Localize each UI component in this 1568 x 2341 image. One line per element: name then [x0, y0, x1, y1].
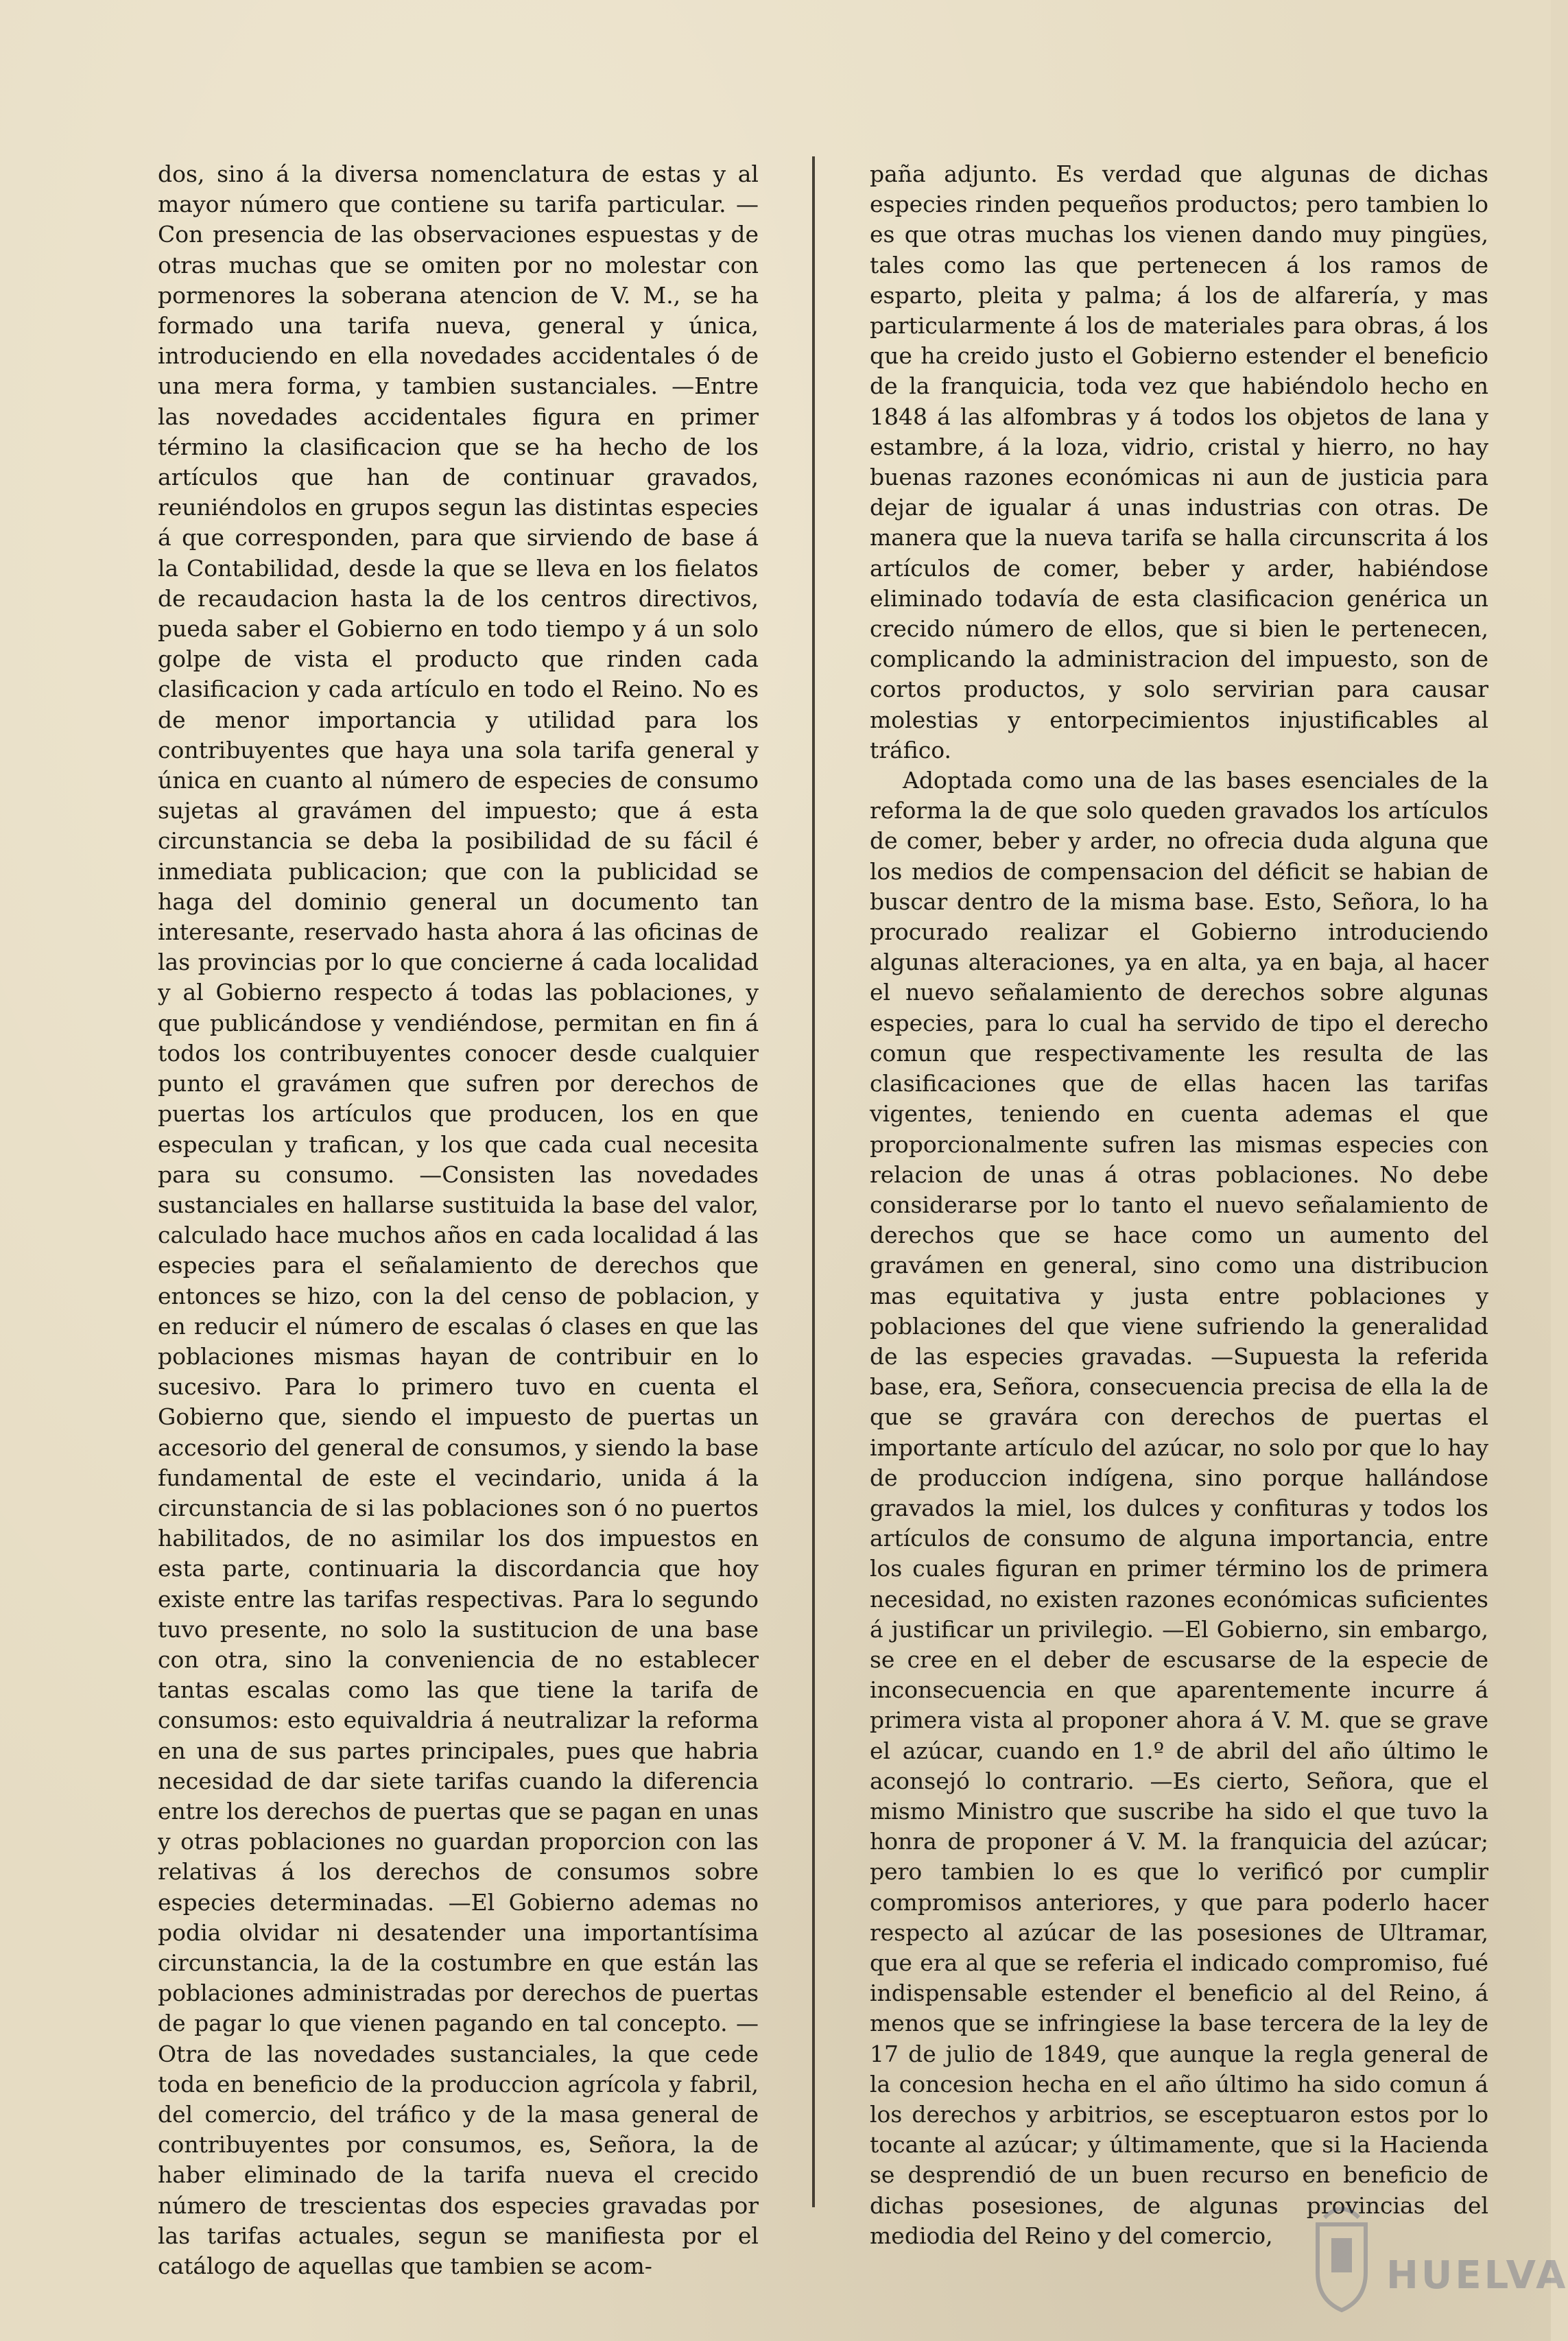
coat-of-arms-icon: [1304, 2197, 1379, 2314]
column-divider-rule: [812, 156, 815, 2207]
watermark-text: HUELVA: [1386, 2253, 1568, 2298]
right-paragraph-1: paña adjunto. Es verdad que algunas de dichas especies rinden pequeños productos; pero tambien lo es que otras muchas los vienen dando muy pingües, tales como las que pertenecen á los ramos de esparto, pleita y palma; á los de alfarería, y mas particularmente á los de materiales para obras, á los que ha creido justo el Gobierno estender el beneficio de la franquicia, toda vez que habiéndolo hecho en 1848 á las alfombras y á todos los objetos de lana y estambre, á la loza, vidrio, cristal y hierro, no hay buenas razones económicas ni aun de justicia para dejar de igualar á unas industrias con otras. De manera que la nueva tarifa se halla circunscrita á los artículos de comer, beber y arder, habiéndose eliminado todavía de esta clasificacion genérica un crecido número de ellos, que si bien le pertenecen, complicando la administracion del impuesto, son de cortos productos, y solo servirian para causar molestias y entorpecimientos injustificables al tráfico.: [870, 161, 1488, 763]
archive-watermark: [1304, 2197, 1568, 2314]
left-text-column: [158, 159, 759, 2280]
left-paragraph-1: dos, sino á la diversa nomenclatura de estas y al mayor número que contiene su tarifa particular. —Con presencia de las observaciones espuestas y de otras muchas que se omiten por no molestar con pormenores la soberana atencion de V. M., se ha formado una tarifa nueva, general y única, introduciendo en ella novedades accidentales ó de una mera forma, y tambien sustanciales. —Entre las novedades accidentales figura en primer término la clasificacion que se ha hecho de los artículos que han de continuar gravados, reuniéndolos en grupos segun las distintas especies á que corresponden, para que sirviendo de base á la Contabilidad, desde la que se lleva en los fielatos de recaudacion hasta la de los centros directivos, pueda saber el Gobierno en todo tiempo y á un solo golpe de vista el producto que rinden cada clasificacion y cada artículo en todo el Reino. No es de menor importancia y utilidad para los contribuyentes que haya una sola tarifa general y única en cuanto al número de especies de consumo sujetas al gravámen del impuesto; que á esta circunstancia se deba la posibilidad de su fácil é inmediata publicacion; que con la publicidad se haga del dominio general un documento tan interesante, reservado hasta ahora á las oficinas de las provincias por lo que concierne á cada localidad y al Gobierno respecto á todas las poblaciones, y que publicándose y vendiéndose, permitan en fin á todos los contribuyentes conocer desde cualquier punto el gravámen que sufren por derechos de puertas los artículos que producen, los en que especulan y trafican, y los que cada cual necesita para su consumo. —Consisten las novedades sustanciales en hallarse sustituida la base del valor, calculado hace muchos años en cada localidad á las especies para el señalamiento de derechos que entonces se hizo, con la del censo de poblacion, y en reducir el número de escalas ó clases en que las poblaciones mismas hayan de contribuir en lo sucesivo. Para lo primero tuvo en cuenta el Gobierno que, siendo el impuesto de puertas un accesorio del general de consumos, y siendo la base fundamental de este el vecindario, unida á la circunstancia de si las poblaciones son ó no puertos habilitados, de no asimilar los dos impuestos en esta parte, continuaria la discordancia que hoy existe entre las tarifas respectivas. Para lo segundo tuvo presente, no solo la sustitucion de una base con otra, sino la conveniencia de no establecer tantas escalas como las que tiene la tarifa de consumos: esto equivaldria á neutralizar la reforma en una de sus partes principales, pues que habria necesidad de dar siete tarifas cuando la diferencia entre los derechos de puertas que se pagan en unas y otras poblaciones no guardan proporcion con las relativas á los derechos de consumos sobre especies determinadas. —El Gobierno ademas no podia olvidar ni desatender una importantísima circunstancia, la de la costumbre en que están las poblaciones administradas por derechos de puertas de pagar lo que vienen pagando en tal concepto. —Otra de las novedades sustanciales, la que cede toda en beneficio de la produccion agrícola y fabril, del comercio, del tráfico y de la masa general de contribuyentes por consumos, es, Señora, la de haber eliminado de la tarifa nueva el crecido número de trescientas dos especies gravadas por las tarifas actuales, segun se manifiesta por el catálogo de aquellas que tambien se acom-: [158, 161, 759, 2280]
right-paragraph-2: Adoptada como una de las bases esenciales de la reforma la de que solo queden gravados los artículos de comer, beber y arder, no ofrecia duda alguna que los medios de compensacion del déficit se habian de buscar dentro de la misma base. Esto, Señora, lo ha procurado realizar el Gobierno introduciendo algunas alteraciones, ya en alta, ya en baja, al hacer el nuevo señalamiento de derechos sobre algunas especies, para lo cual ha servido de tipo el derecho comun que respectivamente les resulta de las clasificaciones que de ellas hacen las tarifas vigentes, teniendo en cuenta ademas el que proporcionalmente sufren las mismas especies con relacion de unas á otras poblaciones. No debe considerarse por lo tanto el nuevo señalamiento de derechos que se hace como un aumento del gravámen en general, sino como una distribucion mas equitativa y justa entre poblaciones y poblaciones del que viene sufriendo la generalidad de las especies gravadas. —Supuesta la referida base, era, Señora, consecuencia precisa de ella la de que se gravára con derechos de puertas el importante artículo del azúcar, no solo por que lo hay de produccion indígena, sino porque hallándose gravados la miel, los dulces y confituras y todos los artículos de consumo de alguna importancia, entre los cuales figuran en primer término los de primera necesidad, no existen razones económicas suficientes á justificar un privilegio. —El Gobierno, sin embargo, se cree en el deber de escusarse de la especie de inconsecuencia en que aparentemente incurre á primera vista al proponer ahora á V. M. que se grave el azúcar, cuando en 1.º de abril del año último le aconsejó lo contrario. —Es cierto, Señora, que el mismo Ministro que suscribe ha sido el que tuvo la honra de proponer á V. M. la franquicia del azúcar; pero tambien lo es que lo verificó por cumplir compromisos anteriores, y que para poderlo hacer respecto al azúcar de las posesiones de Ultramar, que era al que se referia el indicado compromiso, fué indispensable estender el beneficio al del Reino, á menos que se infringiese la base tercera de la ley de 17 de julio de 1849, que aunque la regla general de la concesion hecha en el año último ha sido comun á los derechos y arbitrios, se esceptuaron estos por lo tocante al azúcar; y últimamente, que si la Hacienda se desprendió de un buen recurso en beneficio de dichas posesiones, de algunas provincias del mediodia del Reino y del comercio,: [870, 767, 1488, 2249]
right-text-column: [870, 159, 1488, 2249]
